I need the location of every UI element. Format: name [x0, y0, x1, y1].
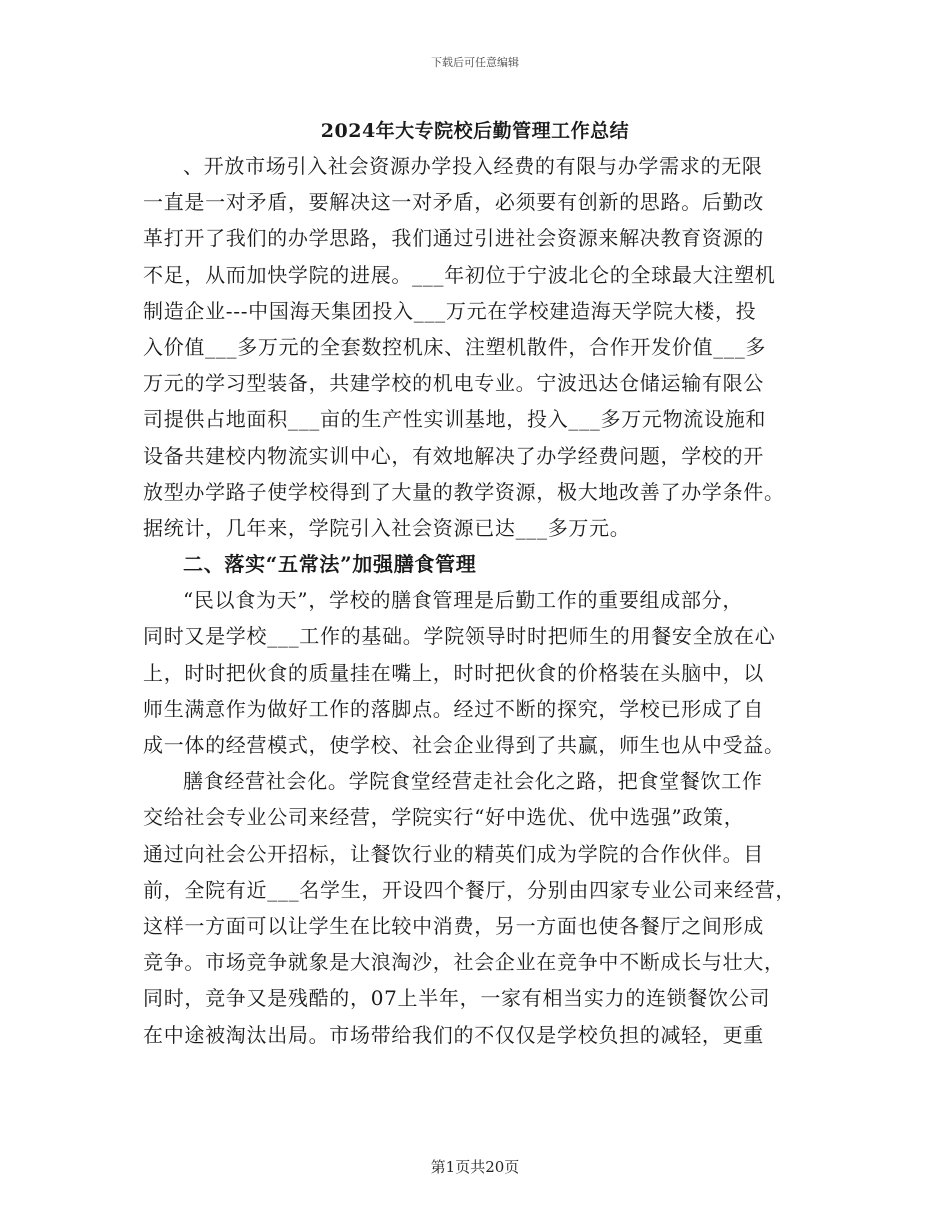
- text-line: 制造企业---中国海天集团投入___万元在学校建造海天学院大楼，投: [143, 298, 757, 323]
- text-line: 这样一方面可以让学生在比较中消费，另一方面也使各餐厅之间形成: [143, 913, 764, 938]
- text-line: 入价值___多万元的全套数控机床、注塑机散件，合作开发价值___多: [143, 334, 767, 359]
- text-line: 一直是一对矛盾，要解决这一对矛盾，必须要有创新的思路。后勤改: [143, 190, 764, 215]
- text-line: 交给社会专业公司来经营，学院实行“好中选优、优中选强”政策，: [143, 805, 745, 830]
- text-line: 万元的学习型装备，共建学校的机电专业。宁波迅达仓储运输有限公: [143, 371, 764, 396]
- text-line: 不足，从而加快学院的进展。___年初位于宁波北仑的全球最大注塑机: [143, 262, 776, 287]
- text-line: 放型办学路子使学校得到了大量的教学资源，极大地改善了办学条件。: [143, 479, 785, 504]
- text-line: 据统计，几年来，学院引入社会资源已达___多万元。: [143, 515, 631, 540]
- text-line: 通过向社会公开招标，让餐饮行业的精英们成为学院的合作伙伴。目: [143, 841, 764, 866]
- text-line: 膳食经营社会化。学院食堂经营走社会化之路，把食堂餐饮工作: [183, 769, 763, 794]
- section-heading: 二、落实“五常法”加强膳食管理: [183, 552, 477, 577]
- text-line: 司提供占地面积___亩的生产性实训基地，投入___多万元物流设施和: [143, 407, 767, 432]
- text-line: 、开放市场引入社会资源办学投入经费的有限与办学需求的无限: [183, 154, 763, 178]
- text-line: “民以食为天”，学校的膳食管理是后勤工作的重要组成部分，: [183, 588, 744, 613]
- document-title: 2024年大专院校后勤管理工作总结: [320, 120, 630, 142]
- text-line: 前，全院有近___名学生，开设四个餐厅，分别由四家专业公司来经营，: [143, 877, 797, 902]
- text-line: 同时，竞争又是残酷的，07上半年，一家有相当实力的连锁餐饮公司: [143, 986, 771, 1011]
- text-line: 同时又是学校___工作的基础。学院领导时时把师生的用餐安全放在心: [143, 624, 776, 649]
- text-line: 革打开了我们的办学思路，我们通过引进社会资源来解决教育资源的: [143, 226, 764, 251]
- text-line: 师生满意作为做好工作的落脚点。经过不断的探究，学校已形成了自: [143, 696, 764, 721]
- text-line: 竞争。市场竞争就象是大浪淘沙，社会企业在竞争中不断成长与壮大，: [143, 950, 785, 975]
- document-body: [143, 148, 815, 1053]
- text-line: 上，时时把伙食的质量挂在嘴上，时时把伙食的价格装在头脑中，以: [143, 660, 764, 685]
- text-line: 在中途被淘汰出局。市场带给我们的不仅仅是学校负担的减轻，更重: [143, 1022, 764, 1047]
- text-line: 设备共建校内物流实训中心，有效地解决了办学经费问题，学校的开: [143, 443, 764, 468]
- page-header: 下载后可任意编辑: [431, 56, 519, 69]
- page-footer: 第1页共20页: [430, 1158, 520, 1176]
- text-line: 成一体的经营模式，使学校、社会企业得到了共赢，师生也从中受益。: [143, 733, 785, 757]
